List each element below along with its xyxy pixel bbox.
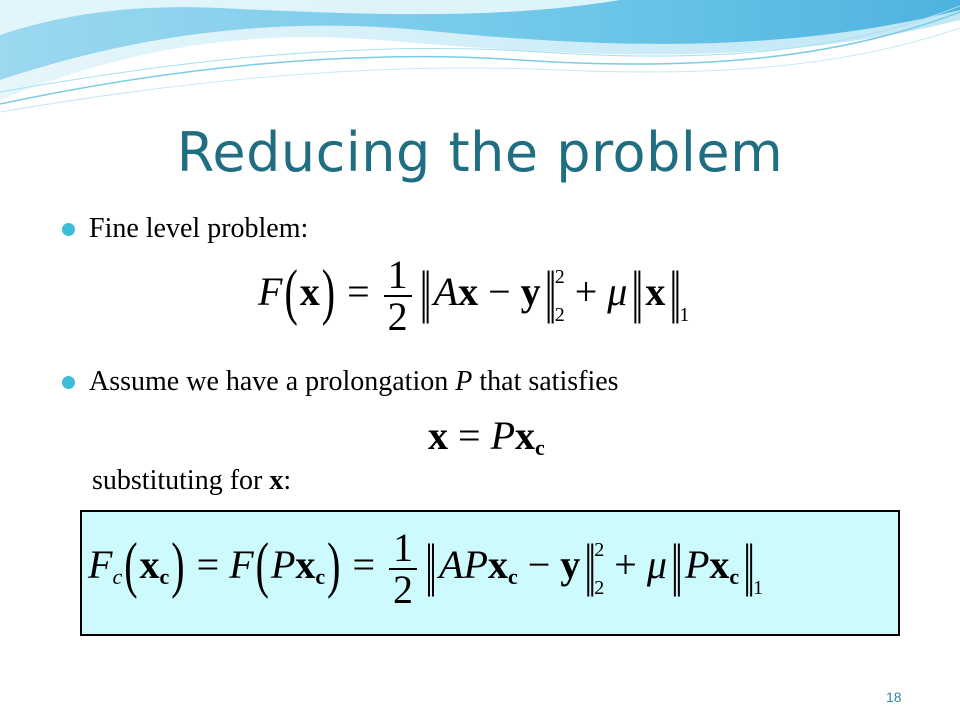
eq-symbol: F — [88, 542, 113, 588]
bullet-text-italic: P — [455, 366, 473, 397]
eq-symbol: − — [488, 269, 511, 315]
bullet-prolongation — [62, 366, 619, 398]
eq-symbol: 2 — [554, 266, 565, 289]
eq-symbol: P — [463, 542, 488, 588]
equation-coarse-level: Fc(xc) = F(Pxc) = $\frac{1}{2}$ || APxc − y || 22 + μ || Pxc || 1 — [88, 525, 764, 612]
bullet-dot-icon — [62, 376, 75, 389]
eq-symbol: = — [347, 269, 370, 315]
eq-symbol: + — [614, 542, 637, 588]
bullet-text-part: that satisfies — [472, 366, 619, 397]
text-bold: x — [269, 465, 284, 496]
eq-symbol: F — [229, 542, 254, 588]
eq-symbol: c — [535, 435, 545, 460]
bullet-text — [89, 366, 619, 398]
eq-symbol: y — [560, 542, 581, 588]
eq-symbol: A — [439, 542, 464, 588]
bullet-text-part: Assume we have a prolongation — [89, 366, 456, 397]
eq-symbol: x — [709, 542, 730, 588]
eq-symbol: 2 — [393, 567, 414, 612]
eq-symbol: x — [139, 542, 160, 588]
substituting-text — [92, 465, 291, 497]
bullet-dot-icon — [62, 223, 75, 236]
eq-symbol: x — [645, 269, 666, 315]
eq-symbol: = — [458, 413, 481, 458]
eq-symbol: 1 — [679, 304, 690, 327]
eq-symbol: y — [520, 269, 541, 315]
eq-symbol: x — [299, 269, 320, 315]
bullet-fine-level — [62, 213, 308, 245]
fraction-half — [384, 252, 412, 339]
text-part: : — [283, 465, 292, 496]
eq-symbol: x — [487, 542, 508, 588]
eq-symbol: 1 — [393, 525, 414, 570]
eq-symbol: + — [574, 269, 598, 315]
eq-symbol: c — [315, 564, 326, 590]
eq-symbol: = — [352, 542, 376, 588]
eq-symbol: c — [507, 564, 518, 590]
eq-symbol: = — [196, 542, 220, 588]
eq-symbol: μ — [646, 542, 667, 588]
text-part: substituting for — [92, 465, 270, 496]
eq-symbol: 2 — [594, 577, 605, 600]
eq-symbol: x — [428, 413, 448, 458]
eq-symbol: 1 — [753, 577, 764, 600]
eq-symbol: c — [159, 564, 170, 590]
eq-symbol: x — [458, 269, 479, 315]
equation-fine-level: F(x) = $\frac{1}{2}$ || Ax − y || 22 + μ || x || 1 — [258, 252, 690, 339]
bullet-text: Fine level problem: — [89, 213, 309, 244]
eq-symbol: P — [490, 413, 515, 458]
eq-symbol: F — [258, 269, 283, 315]
eq-symbol: P — [270, 542, 296, 588]
eq-symbol: μ — [607, 269, 628, 315]
eq-symbol: c — [729, 564, 740, 590]
slide-title: Reducing the problem — [176, 121, 784, 184]
eq-symbol: − — [527, 542, 551, 588]
eq-symbol: 2 — [594, 539, 605, 562]
fraction-half — [389, 525, 417, 612]
equation-prolongation — [428, 412, 545, 461]
eq-symbol: x — [515, 413, 535, 458]
eq-symbol: 2 — [387, 294, 408, 339]
page-number: 18 — [886, 689, 902, 705]
eq-symbol: x — [295, 542, 316, 588]
header-wave-decoration — [0, 0, 960, 120]
eq-symbol: 1 — [387, 252, 408, 297]
eq-symbol: A — [433, 269, 459, 315]
eq-symbol: P — [684, 542, 710, 588]
eq-symbol: 2 — [554, 304, 565, 327]
eq-symbol: c — [112, 564, 123, 590]
